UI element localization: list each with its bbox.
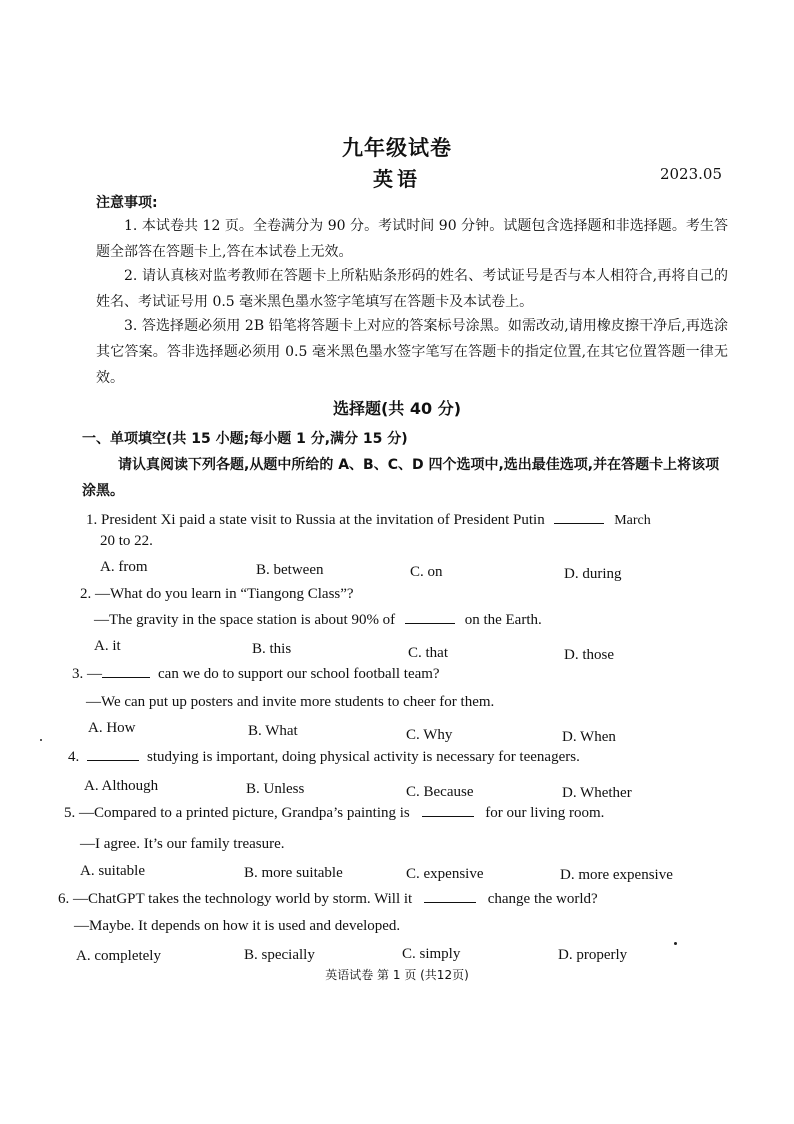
- page-footer: 英语试卷 第 1 页 (共12页): [325, 968, 469, 982]
- q5-option-a: A. suitable: [80, 863, 145, 879]
- answer-blank: [87, 759, 139, 761]
- q6-option-a: A. completely: [76, 948, 161, 964]
- notice-item-1: 1. 本试卷共 12 页。全卷满分为 90 分。考试时间 90 分钟。试题包含选择题和非选择题。考生答题全部答在答题卡上,答在本试卷上无效。: [96, 218, 728, 260]
- q2-option-b: B. this: [252, 641, 292, 657]
- q2-option-a: A. it: [94, 638, 121, 654]
- q5-option-b: B. more suitable: [244, 865, 343, 881]
- q5-option-d: D. more expensive: [560, 867, 673, 883]
- question-6-line2: —Maybe. It depends on how it is used and developed.: [74, 918, 401, 934]
- q4-option-c: C. Because: [406, 784, 474, 800]
- section-title: 选择题(共 40 分): [332, 399, 462, 418]
- answer-blank: [102, 676, 150, 678]
- q1-option-a: A. from: [100, 559, 148, 575]
- q4-option-d: D. Whether: [562, 785, 632, 801]
- exam-date: 2023.05: [659, 165, 722, 183]
- q4-option-b: B. Unless: [246, 781, 305, 797]
- notice-heading: 注意事项:: [96, 195, 158, 211]
- instruction: 请认真阅读下列各题,从题中所给的 A、B、C、D 四个选项中,选出最佳选项,并在答题卡上将该项涂黑。: [82, 457, 720, 499]
- q6-option-c: C. simply: [402, 946, 461, 962]
- q2-option-c: C. that: [408, 645, 448, 661]
- q3-option-c: C. Why: [406, 727, 453, 743]
- q3-option-b: B. What: [248, 723, 298, 739]
- part-title: 一、单项填空(共 15 小题;每小题 1 分,满分 15 分): [82, 431, 408, 447]
- question-5-line1: 5. —Compared to a printed picture, Grandpa’s painting is for our living room.: [64, 805, 605, 821]
- answer-blank: [405, 622, 455, 624]
- question-5-line2: —I agree. It’s our family treasure.: [80, 836, 285, 852]
- q1-option-c: C. on: [410, 564, 443, 580]
- answer-blank: [424, 901, 476, 903]
- question-3-line2: —We can put up posters and invite more students to cheer for them.: [86, 694, 495, 710]
- q5-option-c: C. expensive: [406, 866, 484, 882]
- exam-title: 九年级试卷: [342, 135, 452, 160]
- q3-option-a: A. How: [88, 720, 136, 736]
- q6-option-d: D. properly: [558, 947, 628, 963]
- question-6-line1: 6. —ChatGPT takes the technology world by storm. Will it change the world?: [58, 891, 598, 907]
- question-4-line1: 4. studying is important, doing physical activity is necessary for teenagers.: [68, 749, 580, 765]
- q1-option-b: B. between: [256, 562, 324, 578]
- notice-item-2: 2. 请认真核对监考教师在答题卡上所粘贴条形码的姓名、考试证号是否与本人相符合,再将自己的姓名、考试证号用 0.5 毫米黑色墨水签字笔填写在答题卡及本试卷上。: [96, 268, 728, 310]
- q4-option-a: A. Although: [84, 778, 159, 794]
- question-3-line1: 3. — can we do to support our school football team?: [72, 666, 440, 682]
- q2-option-d: D. those: [564, 647, 614, 663]
- notice-item-3: 3. 答选择题必须用 2B 铅笔将答题卡上对应的答案标号涂黑。如需改动,请用橡皮擦干净后,再选涂其它答案。答非选择题必须用 0.5 毫米黑色墨水签字笔写在答题卡的指定位置,在其它位置答题一律无效。: [96, 318, 728, 386]
- question-2-line2: —The gravity in the space station is about 90% of on the Earth.: [94, 612, 542, 628]
- q6-option-b: B. specially: [244, 947, 315, 963]
- scan-speck: [674, 942, 677, 945]
- answer-blank: [422, 815, 474, 817]
- subject-title: 英语: [373, 167, 421, 191]
- answer-blank: [554, 522, 604, 524]
- scan-speck: [40, 739, 42, 741]
- question-1-stem-cont: 20 to 22.: [100, 533, 153, 549]
- q3-option-d: D. When: [562, 729, 616, 745]
- question-2-line1: 2. —What do you learn in “Tiangong Class”?: [80, 586, 354, 602]
- q1-option-d: D. during: [564, 566, 622, 582]
- question-1-stem: 1. President Xi paid a state visit to Russia at the invitation of President Putin March: [86, 512, 651, 528]
